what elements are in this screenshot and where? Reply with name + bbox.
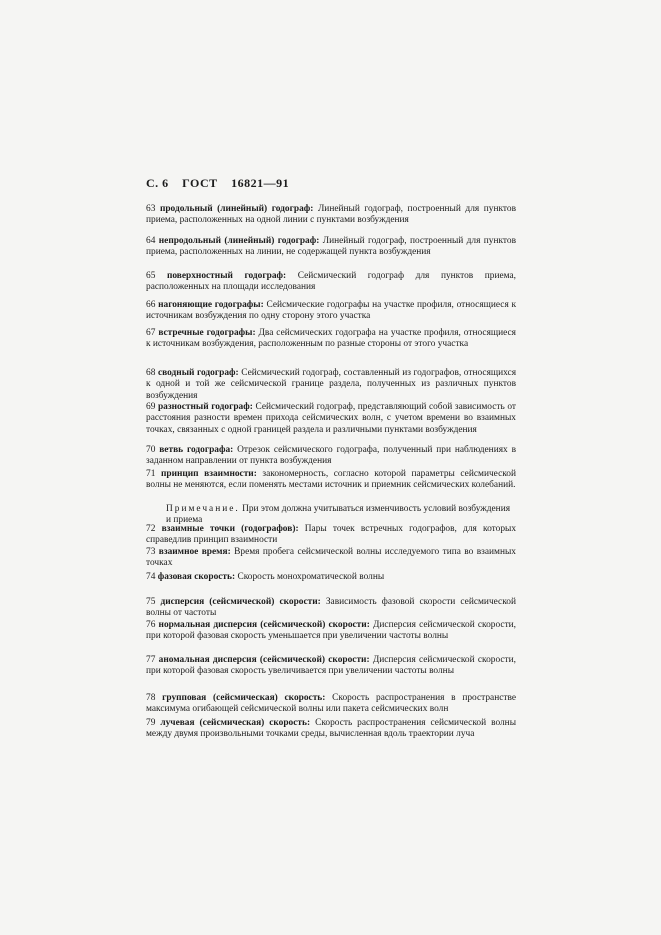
entry-term: нагоняющие годографы: — [158, 300, 264, 310]
entry-definition: Скорость распространения в пространстве максимума огибающей сейсмической волны или пакета сейсмических волн — [146, 693, 517, 715]
term-entry-67 — [146, 328, 516, 351]
entry-term: поверхностный годограф: — [166, 271, 287, 281]
entry-number: 69 — [146, 402, 156, 412]
entry-definition: Скорость монохроматической волны — [237, 572, 385, 582]
entry-term: сводный годограф: — [157, 368, 239, 378]
entry-definition: Время пробега сейсмической волны исследуемого типа во взаимных точках — [146, 547, 516, 569]
entry-term: фазовая скорость: — [157, 572, 236, 582]
term-entry-73 — [146, 547, 516, 570]
page-header — [146, 176, 289, 191]
entry-term: лучевая (сейсмическая) скорость: — [160, 718, 311, 728]
entry-term: аномальная дисперсия (сейсмической) скорости: — [158, 655, 370, 665]
entry-term: продольный (линейный) годограф: — [159, 204, 314, 214]
term-entry-75 — [146, 597, 516, 620]
term-entry-69 — [146, 402, 516, 436]
entry-term: дисперсия (сейсмической) скорости: — [160, 597, 321, 607]
entry-number: 70 — [146, 445, 156, 455]
entry-definition: Дисперсия сейсмической скорости, при которой фазовая скорость уменьшается при увеличении частоты волны — [146, 620, 517, 642]
term-entry-64 — [146, 236, 516, 259]
entry-term: групповая (сейсмическая) скорость: — [162, 693, 326, 703]
term-entry-76 — [146, 620, 516, 643]
entry-number: 64 — [146, 236, 156, 246]
entry-number: 77 — [146, 655, 156, 665]
entry-number: 66 — [146, 300, 156, 310]
page-number: С. 6 — [146, 176, 169, 190]
entry-number: 79 — [146, 718, 156, 728]
entry-definition: Сейсмические годографы на участке профиля, относящиеся к источникам возбуждения по одну сторону этого участка — [146, 300, 517, 322]
entry-definition: Два сейсмических годографа на участке профиля, относящиеся к источникам возбуждения, расположенным по разные стороны от этого участка — [146, 328, 516, 350]
term-entry-68 — [146, 368, 516, 402]
entry-term: разностный годограф: — [157, 402, 253, 412]
term-entry-65 — [146, 271, 516, 294]
entry-number: 74 — [146, 572, 156, 582]
entry-number: 65 — [146, 271, 156, 281]
entry-definition: Линейный годограф, построенный для пунктов приема, расположенных на линии, не содержащей пункта возбуждения — [146, 236, 517, 258]
term-entry-74 — [146, 572, 516, 583]
entry-number: 78 — [146, 693, 156, 703]
term-entry-79 — [146, 718, 516, 741]
term-entry-63 — [146, 204, 516, 227]
entry-definition: Сейсмический годограф, составленный из годографов, относящихся к одной и той же сейсмической границе раздела, полученных из различных пунктов возбуждения — [146, 368, 517, 401]
entry-number: 71 — [146, 469, 156, 479]
entry-term: нормальная дисперсия (сейсмической) скорости: — [158, 620, 370, 630]
term-entry-77 — [146, 655, 516, 678]
note-label: Примечание. — [166, 504, 240, 514]
entry-term: взаимное время: — [158, 547, 231, 557]
term-entry-66 — [146, 300, 516, 323]
entry-definition: Дисперсия сейсмической скорости, при которой фазовая скорость увеличивается при увеличении частоты волны — [146, 655, 517, 677]
entry-term: встречные годографы: — [158, 328, 256, 338]
entry-term: непродольный (линейный) годограф: — [158, 236, 320, 246]
entry-definition: Сейсмический годограф, представляющий собой зависимость от расстояния разности времен прихода сейсмических волн, с учетом времени во взаимных точках, связанных с одной границей раздела и различными пунктами возбуждения — [146, 402, 516, 435]
entry-definition: Линейный годограф, построенный для пунктов приема, расположенных на одной линии с пунктами возбуждения — [146, 204, 516, 226]
entry-term: принцип взаимности: — [160, 469, 257, 479]
term-entry-78 — [146, 693, 516, 716]
entry-definition: Сейсмический годограф для пунктов приема, расположенных на площади исследования — [146, 271, 517, 293]
entry-definition: закономерность, согласно которой параметры сейсмической волны не меняются, если поменять местами источник и приемник сейсмических колебаний. — [146, 469, 517, 491]
entry-number: 76 — [146, 620, 156, 630]
entry-number: 67 — [146, 328, 156, 338]
entry-number: 73 — [146, 547, 156, 557]
term-entry-72 — [146, 524, 516, 547]
entry-number: 72 — [146, 524, 156, 534]
entry-term: взаимные точки (годографов): — [161, 524, 299, 534]
gost-label: ГОСТ — [182, 176, 218, 190]
entry-definition: Зависимость фазовой скорости сейсмической волны от частоты — [146, 597, 517, 619]
entry-number: 63 — [146, 204, 156, 214]
term-entry-71 — [146, 469, 516, 492]
entry-term: ветвь годографа: — [159, 445, 234, 455]
gost-number: 16821—91 — [231, 176, 290, 190]
term-entry-70 — [146, 445, 516, 468]
entry-definition: Скорость распространения сейсмической волны между двумя произвольными точками среды, вычисленная вдоль траектории луча — [146, 718, 516, 740]
entry-number: 68 — [146, 368, 156, 378]
entry-definition: Отрезок сейсмического годографа, полученный при наблюдениях в заданном направлении от пункта возбуждения — [146, 445, 516, 467]
note-text: При этом должна учитываться изменчивость условий возбуждения и приема — [166, 504, 511, 526]
entry-number: 75 — [146, 597, 156, 607]
entry-definition: Пары точек встречных годографов, для которых справедлив принцип взаимности — [146, 524, 517, 546]
